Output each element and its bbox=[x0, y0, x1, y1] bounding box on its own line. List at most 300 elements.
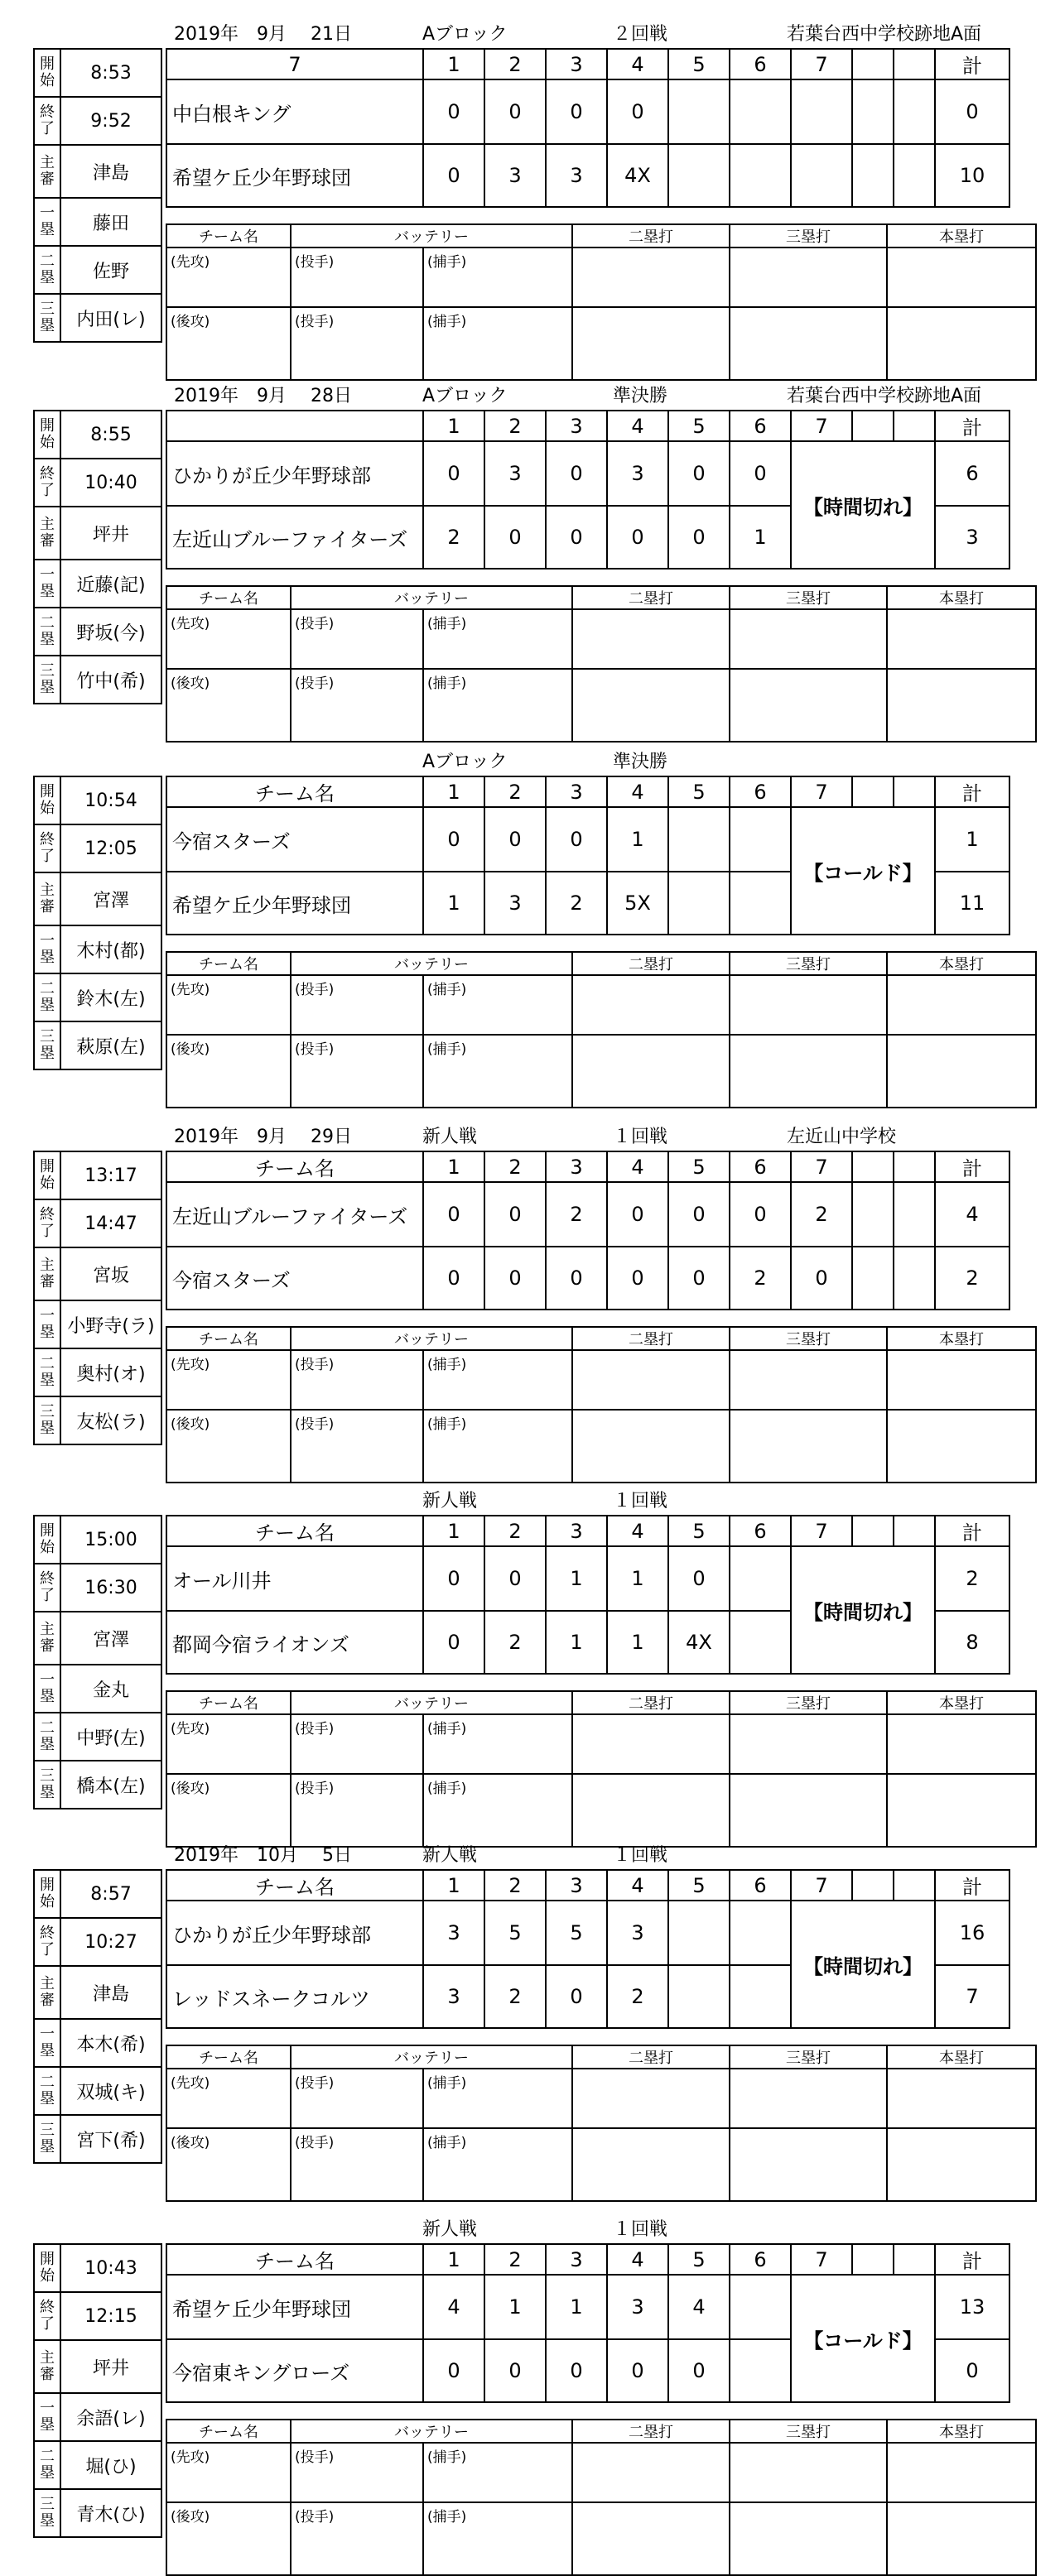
triple-header: 三塁打 bbox=[730, 1327, 887, 1350]
homerun-cell bbox=[887, 307, 1036, 380]
team-column-header: チーム名 bbox=[166, 776, 423, 807]
game-note: 【時間切れ】 bbox=[791, 441, 935, 569]
inning-score: 0 bbox=[668, 1247, 730, 1310]
total-header: 計 bbox=[935, 1516, 1009, 1546]
pitcher-cell bbox=[291, 1035, 423, 1108]
base1-umpire-label: 一塁 bbox=[34, 1665, 60, 1713]
catcher-cell bbox=[423, 1410, 572, 1483]
pitcher-label: (投手) bbox=[295, 254, 335, 271]
base2-umpire-label: 二塁 bbox=[34, 973, 60, 1021]
inning-score: 0 bbox=[484, 1182, 546, 1247]
double-cell bbox=[572, 2502, 730, 2575]
inning-score bbox=[668, 1965, 730, 2028]
base3-umpire-label: 三塁 bbox=[34, 2489, 60, 2537]
total-header: 計 bbox=[935, 49, 1009, 79]
base2-umpire-value: 双城(キ) bbox=[60, 2067, 161, 2115]
base1-umpire-label: 一塁 bbox=[34, 560, 60, 608]
bottom-team-cell bbox=[166, 2502, 291, 2575]
inning-score: 0 bbox=[607, 1182, 668, 1247]
inning-score: 0 bbox=[546, 441, 607, 506]
inning-header: 7 bbox=[791, 1151, 852, 1182]
battery-header: バッテリー bbox=[291, 2420, 572, 2443]
inning-score: 3 bbox=[484, 441, 546, 506]
catcher-label: (捕手) bbox=[427, 1781, 467, 1797]
bottom-label: (後攻) bbox=[171, 1041, 210, 1058]
inning-score bbox=[894, 79, 935, 144]
triple-cell bbox=[730, 669, 887, 742]
inning-score: 1 bbox=[423, 872, 484, 935]
homerun-cell bbox=[887, 2069, 1036, 2128]
end-value: 12:15 bbox=[60, 2292, 161, 2340]
inning-score bbox=[668, 79, 730, 144]
inning-score bbox=[730, 2339, 791, 2402]
pitcher-cell bbox=[291, 307, 423, 380]
inning-score: 5 bbox=[546, 1901, 607, 1965]
pitcher-cell bbox=[291, 2069, 423, 2128]
start-value: 10:43 bbox=[60, 2244, 161, 2292]
catcher-cell bbox=[423, 975, 572, 1035]
inning-score: 0 bbox=[668, 1182, 730, 1247]
base2-umpire-value: 奥村(オ) bbox=[60, 1348, 161, 1396]
homerun-header: 本塁打 bbox=[887, 2045, 1036, 2069]
base1-umpire-label: 一塁 bbox=[34, 2019, 60, 2067]
team-total: 2 bbox=[935, 1247, 1009, 1310]
team-name-header: チーム名 bbox=[166, 952, 291, 975]
game-block bbox=[0, 1117, 1060, 1465]
game-block bbox=[0, 1836, 1060, 2184]
homerun-header: 本塁打 bbox=[887, 1327, 1036, 1350]
bottom-team-cell bbox=[166, 1035, 291, 1108]
team-total: 2 bbox=[935, 1546, 1009, 1611]
base3-umpire-value: 竹中(希) bbox=[60, 656, 161, 704]
inning-header: 7 bbox=[791, 411, 852, 441]
homerun-cell bbox=[887, 975, 1036, 1035]
innings-header-row bbox=[166, 49, 1009, 79]
base3-umpire-label: 三塁 bbox=[34, 2115, 60, 2163]
homerun-cell bbox=[887, 1350, 1036, 1410]
base3-umpire-label: 三塁 bbox=[34, 294, 60, 342]
inning-header: 6 bbox=[730, 411, 791, 441]
team-row bbox=[166, 144, 1009, 207]
inning-header bbox=[894, 49, 935, 79]
team-name: 今宿スターズ bbox=[166, 1247, 423, 1310]
pitcher-label: (投手) bbox=[295, 2075, 335, 2092]
team-name-header: チーム名 bbox=[166, 1691, 291, 1714]
total-header: 計 bbox=[935, 411, 1009, 441]
game-header bbox=[0, 15, 1043, 45]
inning-score: 1 bbox=[607, 1546, 668, 1611]
base1-umpire-value: 本木(希) bbox=[60, 2019, 161, 2067]
inning-header: 7 bbox=[791, 776, 852, 807]
inning-header: 7 bbox=[791, 2244, 852, 2275]
header-round: １回戦 bbox=[613, 2219, 668, 2240]
inning-header: 1 bbox=[423, 1151, 484, 1182]
inning-score: 3 bbox=[484, 144, 546, 207]
base3-umpire-value: 友松(ラ) bbox=[60, 1396, 161, 1444]
header-date: 2019年 9月 28日 bbox=[174, 386, 352, 406]
triple-cell bbox=[730, 975, 887, 1035]
start-label: 開始 bbox=[34, 49, 60, 97]
end-label: 終了 bbox=[34, 1199, 60, 1247]
start-value: 10:54 bbox=[60, 776, 161, 824]
inning-score: 1 bbox=[546, 2275, 607, 2339]
inning-score bbox=[668, 807, 730, 872]
inning-header: 5 bbox=[668, 49, 730, 79]
inning-score: 5 bbox=[484, 1901, 546, 1965]
inning-header: 3 bbox=[546, 2244, 607, 2275]
homerun-cell bbox=[887, 2128, 1036, 2201]
officials-table bbox=[33, 2243, 162, 2538]
pitcher-cell bbox=[291, 1410, 423, 1483]
homerun-cell bbox=[887, 1410, 1036, 1483]
inning-score: 2 bbox=[791, 1182, 852, 1247]
bottom-team-cell bbox=[166, 307, 291, 380]
umpire-value: 宮澤 bbox=[60, 1612, 161, 1665]
triple-cell bbox=[730, 1035, 887, 1108]
umpire-value: 津島 bbox=[60, 145, 161, 198]
catcher-label: (捕手) bbox=[427, 1721, 467, 1737]
end-value: 16:30 bbox=[60, 1564, 161, 1612]
double-cell bbox=[572, 2443, 730, 2502]
pitcher-cell bbox=[291, 2502, 423, 2575]
header-block: 新人戦 bbox=[422, 2219, 478, 2240]
team-column-header bbox=[166, 411, 423, 441]
inning-header: 3 bbox=[546, 1151, 607, 1182]
scoreboard bbox=[166, 1151, 1010, 1310]
header-venue: 左近山中学校 bbox=[787, 1127, 897, 1147]
total-header: 計 bbox=[935, 1151, 1009, 1182]
pitcher-label: (投手) bbox=[295, 1357, 335, 1373]
inning-header: 1 bbox=[423, 776, 484, 807]
inning-header bbox=[894, 776, 935, 807]
top-team-cell bbox=[166, 2443, 291, 2502]
inning-score: 3 bbox=[607, 1901, 668, 1965]
double-header: 二塁打 bbox=[572, 586, 730, 609]
inning-header: 5 bbox=[668, 2244, 730, 2275]
inning-score: 0 bbox=[423, 1611, 484, 1674]
pitcher-cell bbox=[291, 609, 423, 669]
pitcher-label: (投手) bbox=[295, 2135, 335, 2151]
inning-header: 4 bbox=[607, 411, 668, 441]
innings-header-row bbox=[166, 1870, 1009, 1901]
base2-umpire-label: 二塁 bbox=[34, 2441, 60, 2489]
header-block: 新人戦 bbox=[422, 1491, 478, 1511]
inning-score bbox=[730, 807, 791, 872]
catcher-cell bbox=[423, 248, 572, 307]
inning-score: 0 bbox=[607, 1247, 668, 1310]
catcher-cell bbox=[423, 1350, 572, 1410]
homerun-cell bbox=[887, 1035, 1036, 1108]
catcher-label: (捕手) bbox=[427, 2075, 467, 2092]
inning-score: 5X bbox=[607, 872, 668, 935]
double-cell bbox=[572, 307, 730, 380]
triple-header: 三塁打 bbox=[730, 952, 887, 975]
inning-score: 2 bbox=[607, 1965, 668, 2028]
inning-header: 2 bbox=[484, 411, 546, 441]
base2-umpire-label: 二塁 bbox=[34, 1713, 60, 1761]
inning-score: 0 bbox=[423, 1247, 484, 1310]
base3-umpire-value: 萩原(左) bbox=[60, 1021, 161, 1069]
double-cell bbox=[572, 248, 730, 307]
inning-score bbox=[894, 1247, 935, 1310]
team-total: 8 bbox=[935, 1611, 1009, 1674]
homerun-cell bbox=[887, 609, 1036, 669]
base2-umpire-value: 中野(左) bbox=[60, 1713, 161, 1761]
end-label: 終了 bbox=[34, 2292, 60, 2340]
triple-cell bbox=[730, 1714, 887, 1774]
team-total: 16 bbox=[935, 1901, 1009, 1965]
top-team-cell bbox=[166, 1350, 291, 1410]
catcher-label: (捕手) bbox=[427, 1416, 467, 1433]
inning-score: 0 bbox=[484, 79, 546, 144]
inning-header: 5 bbox=[668, 1151, 730, 1182]
batting-table bbox=[166, 2419, 1037, 2576]
inning-header: 2 bbox=[484, 2244, 546, 2275]
team-row bbox=[166, 807, 1009, 872]
team-row bbox=[166, 2275, 1009, 2339]
inning-header: 2 bbox=[484, 49, 546, 79]
base2-umpire-value: 鈴木(左) bbox=[60, 973, 161, 1021]
team-name: ひかりが丘少年野球部 bbox=[166, 441, 423, 506]
pitcher-cell bbox=[291, 1714, 423, 1774]
game-note: 【コールド】 bbox=[791, 2275, 935, 2402]
inning-header: 6 bbox=[730, 49, 791, 79]
header-date: 2019年 10月 5日 bbox=[174, 1845, 352, 1866]
end-label: 終了 bbox=[34, 1564, 60, 1612]
homerun-header: 本塁打 bbox=[887, 586, 1036, 609]
triple-cell bbox=[730, 1410, 887, 1483]
inning-header: 6 bbox=[730, 2244, 791, 2275]
team-column-header: 7 bbox=[166, 49, 423, 79]
top-team-cell bbox=[166, 975, 291, 1035]
homerun-header: 本塁打 bbox=[887, 1691, 1036, 1714]
base1-umpire-label: 一塁 bbox=[34, 198, 60, 246]
team-total: 1 bbox=[935, 807, 1009, 872]
inning-header: 1 bbox=[423, 2244, 484, 2275]
pitcher-label: (投手) bbox=[295, 314, 335, 330]
inning-score: 3 bbox=[423, 1965, 484, 2028]
total-header: 計 bbox=[935, 1870, 1009, 1901]
bottom-label: (後攻) bbox=[171, 314, 210, 330]
catcher-label: (捕手) bbox=[427, 616, 467, 632]
pitcher-cell bbox=[291, 669, 423, 742]
pitcher-cell bbox=[291, 248, 423, 307]
team-total: 6 bbox=[935, 441, 1009, 506]
inning-score: 0 bbox=[607, 506, 668, 569]
game-note: 【時間切れ】 bbox=[791, 1546, 935, 1674]
inning-header: 4 bbox=[607, 1516, 668, 1546]
inning-header bbox=[852, 776, 894, 807]
team-name: 都岡今宿ライオンズ bbox=[166, 1611, 423, 1674]
header-venue: 若葉台西中学校跡地A面 bbox=[787, 24, 982, 45]
end-value: 12:05 bbox=[60, 824, 161, 872]
game-block bbox=[0, 377, 1060, 724]
inning-header: 4 bbox=[607, 2244, 668, 2275]
team-total: 0 bbox=[935, 79, 1009, 144]
header-round: １回戦 bbox=[613, 1491, 668, 1511]
bottom-label: (後攻) bbox=[171, 1416, 210, 1433]
top-team-cell bbox=[166, 248, 291, 307]
homerun-cell bbox=[887, 2443, 1036, 2502]
catcher-label: (捕手) bbox=[427, 982, 467, 998]
game-header bbox=[0, 1482, 1043, 1511]
triple-cell bbox=[730, 2069, 887, 2128]
battery-header: バッテリー bbox=[291, 1691, 572, 1714]
inning-score: 1 bbox=[484, 2275, 546, 2339]
inning-score: 1 bbox=[730, 506, 791, 569]
base2-umpire-label: 二塁 bbox=[34, 1348, 60, 1396]
batting-table bbox=[166, 951, 1037, 1108]
triple-header: 三塁打 bbox=[730, 586, 887, 609]
scoreboard bbox=[166, 1869, 1010, 2029]
umpire-label: 主審 bbox=[34, 507, 60, 560]
inning-score: 0 bbox=[668, 506, 730, 569]
header-venue: 若葉台西中学校跡地A面 bbox=[787, 386, 982, 406]
inning-header bbox=[852, 1516, 894, 1546]
inning-score: 0 bbox=[791, 1247, 852, 1310]
team-total: 7 bbox=[935, 1965, 1009, 2028]
inning-header bbox=[852, 411, 894, 441]
inning-header bbox=[852, 1870, 894, 1901]
team-name: 希望ケ丘少年野球団 bbox=[166, 2275, 423, 2339]
umpire-value: 坪井 bbox=[60, 2340, 161, 2393]
triple-cell bbox=[730, 248, 887, 307]
inning-header bbox=[852, 2244, 894, 2275]
umpire-label: 主審 bbox=[34, 1612, 60, 1665]
end-value: 10:27 bbox=[60, 1918, 161, 1966]
scoreboard bbox=[166, 1515, 1010, 1675]
batting-table bbox=[166, 1326, 1037, 1483]
team-name: ひかりが丘少年野球部 bbox=[166, 1901, 423, 1965]
base1-umpire-label: 一塁 bbox=[34, 1300, 60, 1348]
inning-score: 4X bbox=[668, 1611, 730, 1674]
inning-header: 2 bbox=[484, 1870, 546, 1901]
base2-umpire-value: 佐野 bbox=[60, 246, 161, 294]
double-header: 二塁打 bbox=[572, 224, 730, 248]
inning-score: 2 bbox=[484, 1611, 546, 1674]
inning-score: 0 bbox=[607, 79, 668, 144]
base2-umpire-value: 野坂(今) bbox=[60, 608, 161, 656]
total-header: 計 bbox=[935, 2244, 1009, 2275]
umpire-value: 宮坂 bbox=[60, 1247, 161, 1300]
scoreboard bbox=[166, 776, 1010, 935]
top-team-cell bbox=[166, 1714, 291, 1774]
inning-score bbox=[730, 79, 791, 144]
pitcher-label: (投手) bbox=[295, 675, 335, 692]
catcher-label: (捕手) bbox=[427, 2509, 467, 2526]
pitcher-label: (投手) bbox=[295, 1721, 335, 1737]
inning-score: 2 bbox=[484, 1965, 546, 2028]
inning-header bbox=[894, 1870, 935, 1901]
pitcher-label: (投手) bbox=[295, 2449, 335, 2466]
innings-header-row bbox=[166, 411, 1009, 441]
bottom-team-cell bbox=[166, 669, 291, 742]
homerun-cell bbox=[887, 669, 1036, 742]
catcher-label: (捕手) bbox=[427, 2449, 467, 2466]
inning-score: 0 bbox=[423, 2339, 484, 2402]
inning-score bbox=[852, 144, 894, 207]
bottom-label: (後攻) bbox=[171, 675, 210, 692]
team-name-header: チーム名 bbox=[166, 1327, 291, 1350]
inning-header bbox=[894, 1151, 935, 1182]
double-header: 二塁打 bbox=[572, 2420, 730, 2443]
officials-table bbox=[33, 410, 162, 704]
team-name: 今宿スターズ bbox=[166, 807, 423, 872]
homerun-cell bbox=[887, 1714, 1036, 1774]
start-label: 開始 bbox=[34, 1870, 60, 1918]
base2-umpire-value: 堀(ひ) bbox=[60, 2441, 161, 2489]
homerun-header: 本塁打 bbox=[887, 224, 1036, 248]
catcher-cell bbox=[423, 609, 572, 669]
inning-header bbox=[894, 411, 935, 441]
bottom-team-cell bbox=[166, 2128, 291, 2201]
inning-score bbox=[791, 79, 852, 144]
double-cell bbox=[572, 1035, 730, 1108]
innings-header-row bbox=[166, 2244, 1009, 2275]
team-name: 希望ケ丘少年野球団 bbox=[166, 872, 423, 935]
inning-score: 1 bbox=[546, 1546, 607, 1611]
inning-score: 0 bbox=[423, 79, 484, 144]
inning-score: 2 bbox=[546, 872, 607, 935]
team-name: 左近山ブルーファイターズ bbox=[166, 1182, 423, 1247]
header-block: 新人戦 bbox=[422, 1127, 478, 1147]
umpire-label: 主審 bbox=[34, 872, 60, 925]
game-block bbox=[0, 1482, 1060, 1829]
umpire-value: 津島 bbox=[60, 1966, 161, 2019]
inning-score bbox=[730, 872, 791, 935]
team-name: レッドスネークコルツ bbox=[166, 1965, 423, 2028]
inning-score bbox=[730, 2275, 791, 2339]
inning-score bbox=[730, 144, 791, 207]
inning-score: 0 bbox=[423, 1546, 484, 1611]
battery-header: バッテリー bbox=[291, 224, 572, 248]
inning-header: 7 bbox=[791, 49, 852, 79]
pitcher-cell bbox=[291, 975, 423, 1035]
start-label: 開始 bbox=[34, 776, 60, 824]
game-header bbox=[0, 743, 1043, 772]
start-value: 13:17 bbox=[60, 1151, 161, 1199]
inning-score: 1 bbox=[607, 1611, 668, 1674]
header-date: 2019年 9月 29日 bbox=[174, 1127, 352, 1147]
base3-umpire-value: 橋本(左) bbox=[60, 1761, 161, 1809]
base1-umpire-value: 藤田 bbox=[60, 198, 161, 246]
pitcher-label: (投手) bbox=[295, 982, 335, 998]
double-header: 二塁打 bbox=[572, 2045, 730, 2069]
batting-table bbox=[166, 2045, 1037, 2202]
header-round: 準決勝 bbox=[613, 752, 668, 772]
team-row bbox=[166, 441, 1009, 506]
homerun-header: 本塁打 bbox=[887, 2420, 1036, 2443]
homerun-header: 本塁打 bbox=[887, 952, 1036, 975]
inning-score: 0 bbox=[546, 807, 607, 872]
inning-score: 0 bbox=[423, 144, 484, 207]
game-header bbox=[0, 2210, 1043, 2240]
game-header bbox=[0, 377, 1043, 406]
inning-score: 0 bbox=[484, 2339, 546, 2402]
end-value: 9:52 bbox=[60, 97, 161, 145]
double-cell bbox=[572, 669, 730, 742]
inning-score: 0 bbox=[423, 1182, 484, 1247]
team-total: 4 bbox=[935, 1182, 1009, 1247]
team-column-header: チーム名 bbox=[166, 2244, 423, 2275]
inning-score bbox=[730, 1901, 791, 1965]
base2-umpire-label: 二塁 bbox=[34, 608, 60, 656]
team-total: 13 bbox=[935, 2275, 1009, 2339]
triple-header: 三塁打 bbox=[730, 1691, 887, 1714]
team-column-header: チーム名 bbox=[166, 1516, 423, 1546]
triple-header: 三塁打 bbox=[730, 2045, 887, 2069]
officials-table bbox=[33, 1515, 162, 1809]
